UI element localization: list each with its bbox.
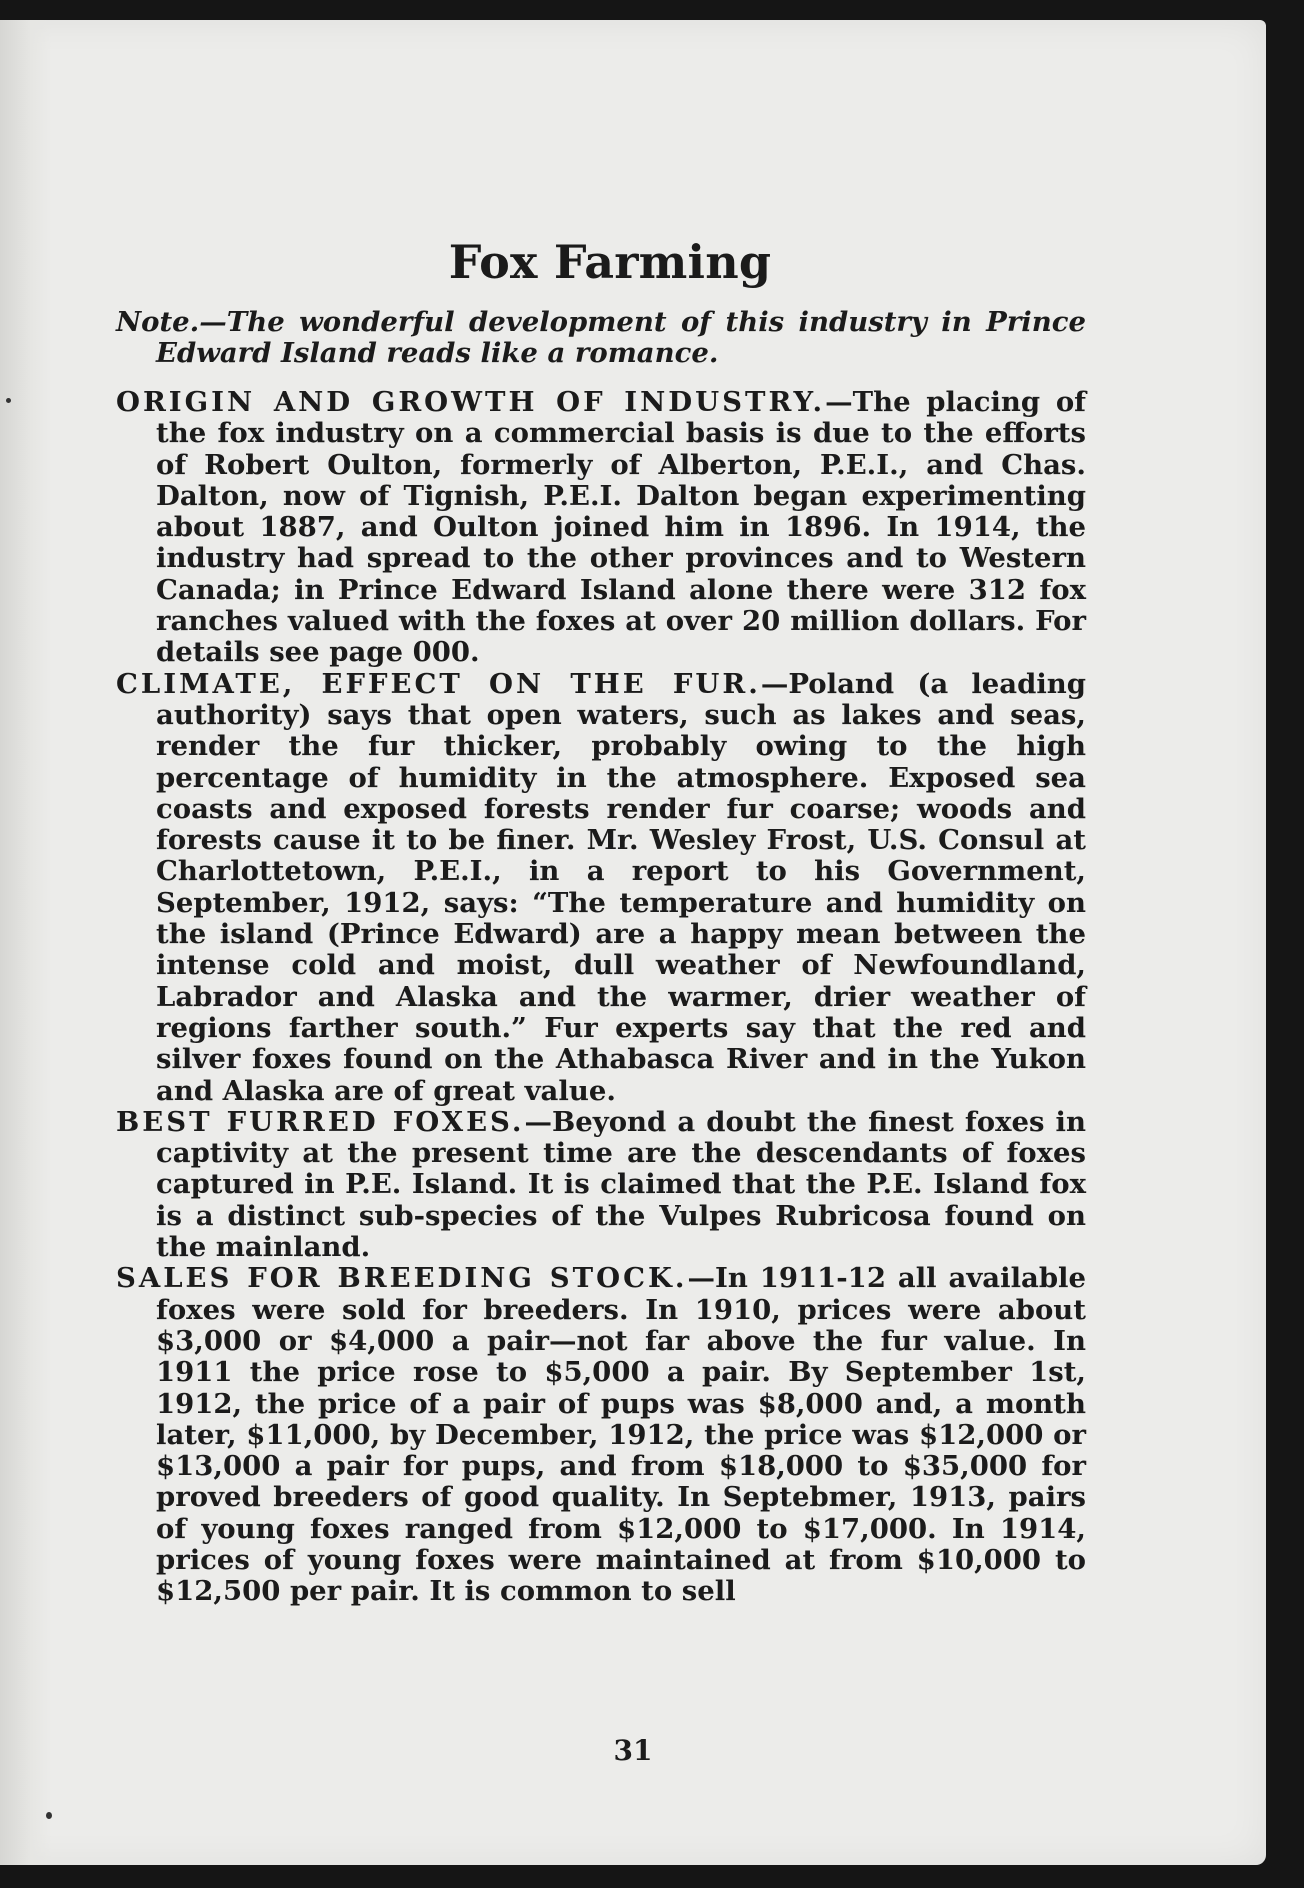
page-content [116,235,1086,1608]
entry-sales-for-breeding-stock [116,1263,1086,1607]
page-speck [46,1812,52,1819]
page-title: Fox Farming [448,235,772,289]
entry-text: —Beyond a doubt the finest foxes in captivity at the present time are the descendants of foxes captured in P.E. Island. It is claimed that the P.E. Island fox is a distinct sub-species of the Vulpes Rubricosa found on the mainland. [156,1105,1086,1264]
entry-text: —Poland (a leading authority) says that open waters, such as lakes and seas, render the fur thicker, probably owing to the high percentage of humidity in the atmosphere. Exposed sea coasts and exposed forests render fur coarse; woods and forests cause it to be finer. Mr. Wesley Frost, U.S. Consul at Charlottetown, P.E.I., in a report to his Government, September, 1912, says: “The temperature and humidity on the island (Prince Edward) are a happy mean between the intense cold and moist, dull weather of Newfoundland, Labrador and Alaska and the warmer, drier weather of regions farther south.” Fur experts say that the red and silver foxes found on the Athabasca River and in the Yukon and Alaska are of great value. [156,667,1086,1107]
entry-heading: CLIMATE, EFFECT ON THE FUR. [116,667,761,700]
page-binding-edge [0,20,52,1865]
entry-best-furred-foxes [116,1107,1086,1263]
entry-heading: ORIGIN AND GROWTH OF INDUSTRY. [116,386,826,418]
editor-note: Note.—The wonderful development of this industry in Prince Edward Island reads like a romance. [116,306,1086,369]
page-number: 31 [613,1734,653,1767]
entry-climate [116,669,1086,1107]
entry-text: —In 1911-12 all available foxes were sold for breeders. In 1910, prices were about $3,000 or $4,000 a pair—not far above the fur value. In 1911 the price rose to $5,000 a pair. By September 1st, 1912, the price of a pair of pups was $8,000 and, a month later, $11,000, by December, 1912, the price was $12,000 or $13,000 a pair for pups, and from $18,000 to $35,000 for proved breeders of good quality. In Septebmer, 1913, pairs of young foxes ranged from $12,000 to $17,000. In 1914, prices of young foxes were maintained at from $10,000 to $12,500 per pair. It is common to sell [156,1262,1087,1608]
entry-heading: BEST FURRED FOXES. [116,1105,525,1138]
entry-heading: SALES FOR BREEDING STOCK. [116,1262,688,1295]
entry-origin-and-growth [116,387,1086,669]
entry-text: —The placing of the fox industry on a commercial basis is due to the efforts of Robert Oulton, formerly of Alberton, P.E.I., and Chas. Dalton, now of Tignish, P.E.I. Dalton began experimenting about 1887, and Oulton joined him in 1896. In 1914, the industry had spread to the other provinces and to Western Canada; in Prince Edward Island alone there were 312 fox ranches valued with the foxes at over 20 million dollars. For details see page 000. [156,386,1086,669]
page-speck [6,398,11,403]
